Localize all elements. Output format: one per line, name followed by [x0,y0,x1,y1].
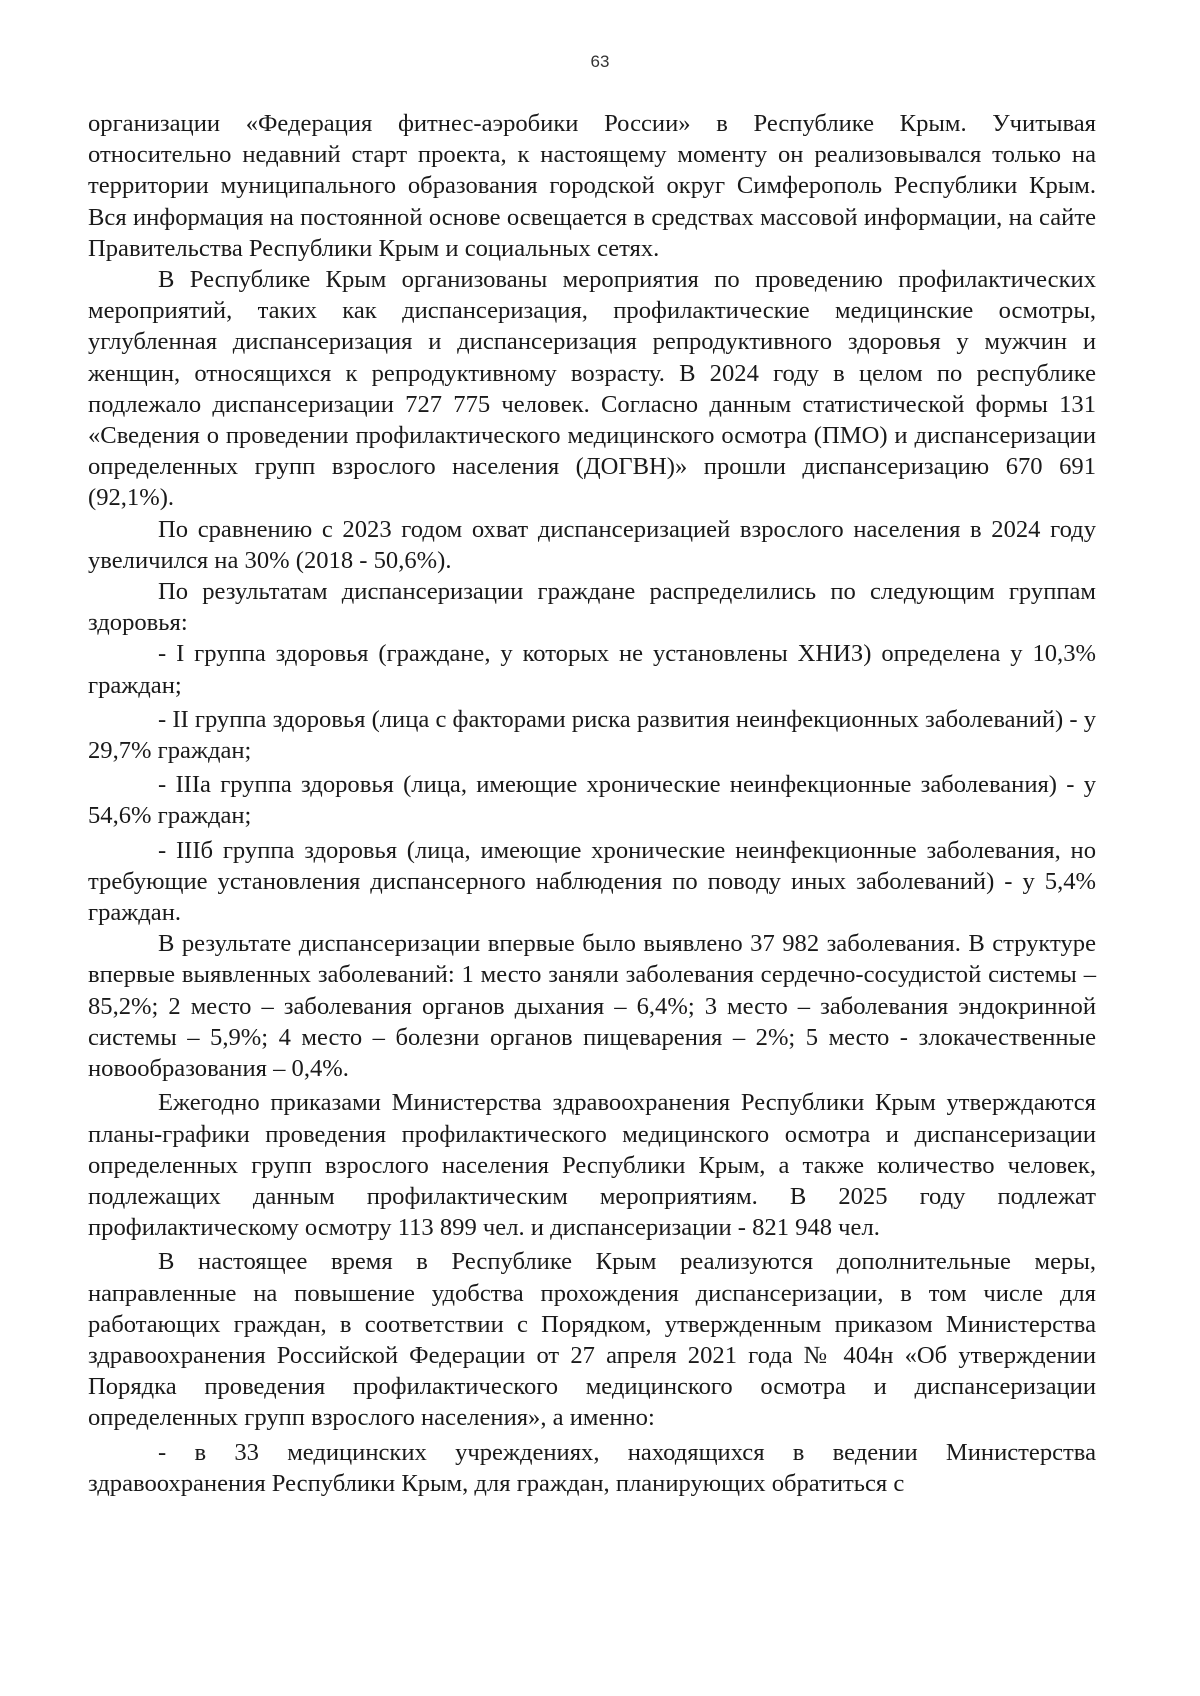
list-item-health-group-3a: - IIIа группа здоровья (лица, имеющие хронические неинфекционные заболевания) - у 54,6% граждан; [88,771,1096,830]
paragraph-additional-measures: В настоящее время в Республике Крым реализуются дополнительные меры, направленные на повышение удобства прохождения диспансеризации, в том числе для работающих граждан, в соответствии с Порядком, утвержденным приказом Министерства здравоохранения Российской Федерации от 27 апреля 2021 года № 404н «Об утверждении Порядка проведения профилактического медицинского осмотра и диспансеризации определенных групп взрослого населения», а именно: [88,1248,1096,1432]
list-item-health-group-2: - II группа здоровья (лица с факторами риска развития неинфекционных заболеваний) - у 29,7% граждан; [88,705,1096,765]
list-item-health-group-1: - I группа здоровья (граждане, у которых не установлены ХНИЗ) определена у 10,3% граждан; [88,640,1096,699]
list-item-health-group-3b: - IIIб группа здоровья (лица, имеющие хронические неинфекционные заболевания, но требующие установления диспансерного наблюдения по поводу иных заболеваний) - у 5,4% граждан. [88,836,1096,927]
document-body [88,108,1096,1499]
paragraph-sports-federation: организации «Федерация фитнес-аэробики России» в Республике Крым. Учитывая относительно недавний старт проекта, к настоящему моменту он реализовывался только на территории муниципального образования городской округ Симферополь Республики Крым. Вся информация на постоянной основе освещается в средствах массовой информации, на сайте Правительства Республики Крым и социальных сетях. [88,110,1096,262]
paragraph-detected-diseases: В результате диспансеризации впервые было выявлено 37 982 заболевания. В структуре впервые выявленных заболеваний: 1 место заняли заболевания сердечно-сосудистой системы – 85,2%; 2 место – заболевания органов дыхания – 6,4%; 3 место – заболевания эндокринной системы – 5,9%; 4 место – болезни органов пищеварения – 2%; 5 место - злокачественные новообразования – 0,4%. [88,930,1096,1083]
paragraph-coverage-comparison: По сравнению с 2023 годом охват диспансеризацией взрослого населения в 2024 году увеличился на 30% (2018 - 50,6%). [88,515,1096,574]
paragraph-prophylactic-measures: В Республике Крым организованы мероприятия по проведению профилактических мероприятий, таких как диспансеризация, профилактические медицинские осмотры, углубленная диспансеризация и диспансеризация репродуктивного здоровья у мужчин и женщин, относящихся к репродуктивному возрасту. В 2024 году в целом по республике подлежало диспансеризации 727 775 человек. Согласно данным статистической формы 131 «Сведения о проведении профилактического медицинского осмотра (ПМО) и диспансеризации определенных групп взрослого населения (ДОГВН)» прошли диспансеризацию 670 691 (92,1%). [88,266,1096,512]
page-number: 63 [590,52,610,71]
paragraph-annual-orders: Ежегодно приказами Министерства здравоохранения Республики Крым утверждаются планы-графики проведения профилактического медицинского осмотра и диспансеризации определенных групп взрослого населения Республики Крым, а также количество человек, подлежащих данным профилактическим мероприятиям. В 2025 году подлежат профилактическому осмотру 113 899 чел. и диспансеризации - 821 948 чел. [88,1089,1096,1242]
paragraph-health-groups-intro: По результатам диспансеризации граждане распределились по следующим группам здоровья: [88,578,1096,637]
list-item-medical-institutions: - в 33 медицинских учреждениях, находящихся в ведении Министерства здравоохранения Республики Крым, для граждан, планирующих обратиться с [88,1438,1096,1497]
